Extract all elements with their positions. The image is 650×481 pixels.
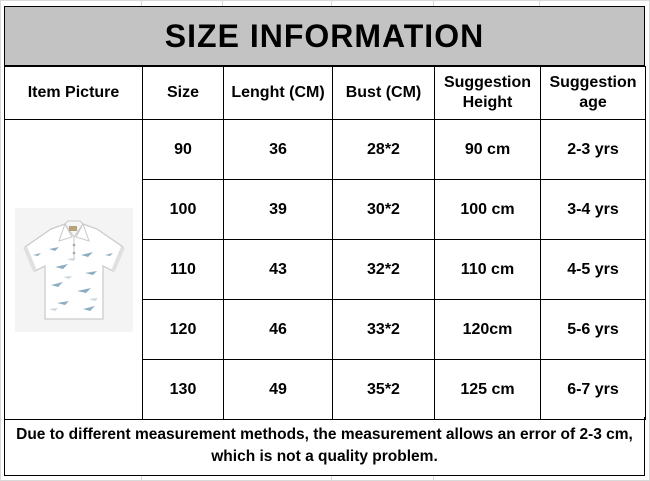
age-cell: 6-7 yrs	[541, 360, 646, 420]
height-cell: 90 cm	[435, 120, 541, 180]
header-suggestion-age-line2: age	[579, 94, 607, 111]
table-row	[5, 120, 646, 180]
header-suggestion-height	[435, 67, 541, 120]
length-cell: 39	[224, 180, 333, 240]
size-chart	[4, 6, 645, 476]
header-suggestion-age-line1: Suggestion	[549, 74, 637, 91]
size-cell: 90	[143, 120, 224, 180]
height-cell: 100 cm	[435, 180, 541, 240]
height-cell: 125 cm	[435, 360, 541, 420]
header-suggestion-height-line2: Height	[462, 94, 513, 111]
size-cell: 130	[143, 360, 224, 420]
header-bust: Bust (CM)	[333, 67, 435, 120]
size-cell: 100	[143, 180, 224, 240]
age-cell: 5-6 yrs	[541, 300, 646, 360]
bust-cell: 30*2	[333, 180, 435, 240]
header-suggestion-height-line1: Suggestion	[443, 74, 532, 91]
size-cell: 120	[143, 300, 224, 360]
polo-shirt-image	[15, 208, 133, 332]
bust-cell: 32*2	[333, 240, 435, 300]
measurement-note-line2: which is not a quality problem.	[211, 448, 438, 465]
length-cell: 49	[224, 360, 333, 420]
size-cell: 110	[143, 240, 224, 300]
age-cell: 2-3 yrs	[541, 120, 646, 180]
measurement-note	[4, 417, 645, 476]
length-cell: 46	[224, 300, 333, 360]
header-length: Lenght (CM)	[224, 67, 333, 120]
bust-cell: 33*2	[333, 300, 435, 360]
polo-shirt-icon	[19, 215, 129, 325]
page-title: SIZE INFORMATION	[4, 6, 645, 66]
header-item-picture: Item Picture	[5, 67, 143, 120]
size-table	[4, 66, 646, 420]
age-cell: 3-4 yrs	[541, 180, 646, 240]
header-size: Size	[143, 67, 224, 120]
height-cell: 110 cm	[435, 240, 541, 300]
length-cell: 43	[224, 240, 333, 300]
table-header-row	[5, 67, 646, 120]
age-cell: 4-5 yrs	[541, 240, 646, 300]
header-suggestion-age	[541, 67, 646, 120]
bust-cell: 28*2	[333, 120, 435, 180]
bust-cell: 35*2	[333, 360, 435, 420]
length-cell: 36	[224, 120, 333, 180]
measurement-note-line1: Due to different measurement methods, the measurement allows an error of 2-3 cm,	[16, 426, 633, 443]
height-cell: 120cm	[435, 300, 541, 360]
item-picture-cell	[5, 120, 143, 420]
